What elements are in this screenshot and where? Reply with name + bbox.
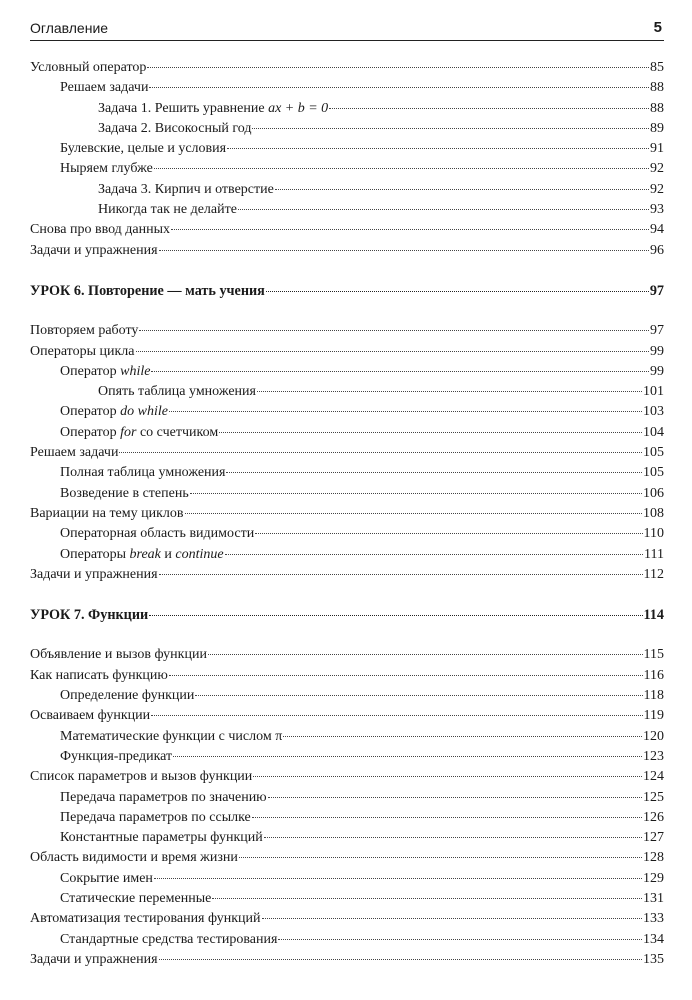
entry-text: Оператор <box>60 404 121 420</box>
toc-page-number: 131 <box>643 890 664 906</box>
dot-leader <box>252 128 649 129</box>
toc-entry-title <box>30 666 168 686</box>
toc-entry-level-1[interactable] <box>30 727 664 747</box>
entry-text: Статические переменные <box>60 890 212 906</box>
toc-entry-title <box>30 382 256 402</box>
toc-entry-title <box>30 119 251 139</box>
toc-entry-title <box>30 342 135 362</box>
entry-text-after: и <box>160 546 176 562</box>
toc-page-number: 116 <box>643 667 664 683</box>
dot-leader <box>119 452 642 453</box>
toc-page-number: 127 <box>643 830 664 846</box>
dot-leader <box>136 351 650 352</box>
entry-text: Оператор <box>60 363 121 379</box>
toc-entry-title <box>30 645 207 665</box>
toc-entry-title <box>30 909 261 929</box>
chapter-heading[interactable] <box>30 281 664 301</box>
toc-entry-level-1[interactable] <box>30 484 664 504</box>
dot-leader <box>149 87 649 88</box>
toc-entry-title <box>30 241 158 261</box>
toc-entry-level-0[interactable] <box>30 342 664 362</box>
section-gap <box>30 261 664 281</box>
toc-entry-title: УРОК 6. Повторение — мать учения <box>30 282 265 299</box>
toc-entry-title <box>30 423 218 443</box>
toc-entry-title <box>30 362 150 382</box>
toc-entry-level-1[interactable] <box>30 747 664 767</box>
toc-entry-title <box>30 828 263 848</box>
toc-page-number: 128 <box>643 850 664 866</box>
toc-entry-level-0[interactable] <box>30 645 664 665</box>
entry-text: Математические функции с числом π <box>60 728 283 744</box>
toc-page-number: 103 <box>643 404 664 420</box>
toc-page-number: 88 <box>650 80 664 96</box>
toc-entry-title <box>30 808 251 828</box>
toc-entry-title <box>30 402 168 422</box>
entry-text: Задача 2. Високосный год <box>98 120 252 136</box>
toc-entry-level-1[interactable] <box>30 524 664 544</box>
dot-leader <box>139 330 649 331</box>
toc-entry-level-1[interactable] <box>30 139 664 159</box>
toc-page-number: 120 <box>643 728 664 744</box>
entry-text: Как написать функцию <box>30 667 168 683</box>
entry-text: Возведение в степень <box>60 485 189 501</box>
toc-entry-title <box>30 869 153 889</box>
dot-leader <box>171 229 649 230</box>
toc-entry-level-1[interactable] <box>30 828 664 848</box>
dot-leader <box>159 574 643 575</box>
dot-leader <box>226 472 642 473</box>
toc-page-number: 114 <box>643 607 664 624</box>
entry-italic: ax + b = 0 <box>268 100 329 116</box>
toc-entry-title <box>30 889 211 909</box>
dot-leader <box>283 736 642 737</box>
entry-text: Опять таблица умножения <box>98 384 256 400</box>
entry-text: Ныряем глубже <box>60 161 153 177</box>
section-gap <box>30 585 664 605</box>
dot-leader <box>159 959 642 960</box>
toc-entry-title <box>30 727 282 747</box>
entry-text: Задача 1. Решить уравнение <box>98 100 269 116</box>
toc-page-number: 89 <box>650 120 664 136</box>
toc-entry-title <box>30 706 150 726</box>
dot-leader <box>255 533 642 534</box>
toc-entry-title <box>30 58 146 78</box>
dot-leader <box>266 291 649 292</box>
toc-entry-title <box>30 545 224 565</box>
toc-entry-title <box>30 504 184 524</box>
entry-text: Решаем задачи <box>60 80 149 96</box>
toc-entry-title <box>30 930 277 950</box>
toc-page-number: 110 <box>643 526 664 542</box>
toc-page-number: 134 <box>643 931 664 947</box>
dot-leader <box>195 695 642 696</box>
entry-text: Передача параметров по значению <box>60 789 267 805</box>
toc-entry-level-0[interactable] <box>30 706 664 726</box>
toc-entry-level-2[interactable] <box>30 119 664 139</box>
dot-leader <box>227 148 649 149</box>
toc-page-number: 135 <box>643 951 664 967</box>
toc-page-number: 112 <box>643 566 664 582</box>
entry-text: Список параметров и вызов функции <box>30 769 253 785</box>
toc-entry-title <box>30 180 274 200</box>
dot-leader <box>268 797 642 798</box>
dot-leader <box>151 371 649 372</box>
dot-leader <box>238 209 649 210</box>
toc-entry-title <box>30 788 267 808</box>
toc-page-number: 126 <box>643 809 664 825</box>
entry-text: Решаем задачи <box>30 445 119 461</box>
toc-page-number: 104 <box>643 424 664 440</box>
entry-text: Сокрытие имен <box>60 870 153 886</box>
toc-page-number: 106 <box>643 485 664 501</box>
toc-entry-level-1[interactable] <box>30 159 664 179</box>
chapter-heading[interactable] <box>30 605 664 625</box>
toc-entry-level-0[interactable] <box>30 504 664 524</box>
dot-leader <box>169 675 643 676</box>
toc-entry-level-0[interactable] <box>30 220 664 240</box>
entry-text: Задачи и упражнения <box>30 951 158 967</box>
toc-entry-title <box>30 220 170 240</box>
toc-page-number: 88 <box>650 100 664 116</box>
toc-entry-level-1[interactable] <box>30 686 664 706</box>
entry-text: Вариации на тему циклов <box>30 505 184 521</box>
toc-entry-title <box>30 686 194 706</box>
toc-entry-level-1[interactable] <box>30 545 664 565</box>
entry-text: Оператор <box>60 424 121 440</box>
toc-page-number: 99 <box>650 363 664 379</box>
toc-entry-level-1[interactable] <box>30 463 664 483</box>
dot-leader <box>151 715 642 716</box>
toc-entry-level-1[interactable] <box>30 788 664 808</box>
toc-entry-level-0[interactable] <box>30 848 664 868</box>
toc-entry-level-2[interactable] <box>30 99 664 119</box>
toc-page-number: 96 <box>650 242 664 258</box>
dot-leader <box>169 411 642 412</box>
entry-text: Задачи и упражнения <box>30 242 158 258</box>
toc-entry-title <box>30 200 237 220</box>
toc-entry-title <box>30 99 328 119</box>
toc-page-number: 105 <box>643 445 664 461</box>
toc-entry-title <box>30 139 226 159</box>
dot-leader <box>329 108 649 109</box>
dot-leader <box>212 898 642 899</box>
toc-entry-level-0[interactable] <box>30 666 664 686</box>
toc-entry-level-0[interactable] <box>30 321 664 341</box>
toc-entry-title <box>30 443 118 463</box>
toc-entry-level-2[interactable] <box>30 200 664 220</box>
entry-text: Функция-предикат <box>60 748 173 764</box>
toc-entry-level-1[interactable] <box>30 869 664 889</box>
entry-text: Операторы цикла <box>30 343 135 359</box>
entry-text: Объявление и вызов функции <box>30 647 207 663</box>
entry-text: Передача параметров по ссылке <box>60 809 251 825</box>
entry-text: Снова про ввод данных <box>30 222 171 238</box>
entry-text: Область видимости и время жизни <box>30 850 238 866</box>
entry-italic: break <box>129 546 161 562</box>
toc-entry-title <box>30 159 153 179</box>
toc-entry-level-1[interactable] <box>30 78 664 98</box>
toc-page-number: 125 <box>643 789 664 805</box>
toc-entry-title <box>30 848 238 868</box>
dot-leader <box>264 837 642 838</box>
toc-entry-level-1[interactable] <box>30 402 664 422</box>
toc-page-number: 111 <box>644 546 664 562</box>
toc-page-number: 101 <box>643 384 664 400</box>
dot-leader <box>219 432 642 433</box>
toc-page-number: 124 <box>643 769 664 785</box>
dot-leader <box>257 391 642 392</box>
toc-page-number: 93 <box>650 202 664 218</box>
header-title: Оглавление <box>30 20 109 36</box>
toc-entry-title <box>30 484 189 504</box>
toc-entry-level-0[interactable] <box>30 443 664 463</box>
dot-leader <box>225 554 643 555</box>
toc-entry-level-2[interactable] <box>30 382 664 402</box>
dot-leader <box>252 817 642 818</box>
dot-leader <box>190 493 642 494</box>
entry-italic: while <box>120 363 151 379</box>
toc-page-number: 92 <box>650 181 664 197</box>
entry-text: Осваиваем функции <box>30 708 151 724</box>
toc-entry-level-0[interactable] <box>30 909 664 929</box>
entry-text: Операторы <box>60 546 130 562</box>
entry-text: Операторная область видимости <box>60 526 255 542</box>
section-gap <box>30 301 664 321</box>
running-header <box>30 18 664 41</box>
dot-leader <box>154 878 642 879</box>
dot-leader <box>253 776 642 777</box>
toc-entry-title <box>30 565 158 585</box>
toc-page-number: 97 <box>649 282 664 299</box>
entry-italic: continue <box>175 546 224 562</box>
toc-entry-level-1[interactable] <box>30 808 664 828</box>
toc-entry-level-0[interactable] <box>30 767 664 787</box>
toc-page-number: 118 <box>643 688 664 704</box>
dot-leader <box>173 756 642 757</box>
toc-entry-title <box>30 767 252 787</box>
entry-text: Стандартные средства тестирования <box>60 931 278 947</box>
entry-text-after: со счетчиком <box>136 424 219 440</box>
toc-page-number: 119 <box>643 708 664 724</box>
toc-entry-level-1[interactable] <box>30 423 664 443</box>
toc-page-number: 133 <box>643 911 664 927</box>
dot-leader <box>278 939 642 940</box>
dot-leader <box>149 615 642 616</box>
toc-entry-title <box>30 747 172 767</box>
toc-page-number: 92 <box>650 161 664 177</box>
toc-entry-level-1[interactable] <box>30 930 664 950</box>
dot-leader <box>275 189 649 190</box>
entry-text: Задачи и упражнения <box>30 566 158 582</box>
toc-entry-title <box>30 463 225 483</box>
toc-entry-title <box>30 321 138 341</box>
toc-page-number: 91 <box>650 141 664 157</box>
section-gap <box>30 625 664 645</box>
toc-entry-level-2[interactable] <box>30 180 664 200</box>
entry-text: Условный оператор <box>30 60 147 75</box>
table-of-contents <box>30 58 664 970</box>
dot-leader <box>262 918 643 919</box>
entry-text: Булевские, целые и условия <box>60 141 227 157</box>
toc-page-number: 129 <box>643 870 664 886</box>
toc-page-number: 115 <box>643 647 664 663</box>
toc-page-number: 108 <box>643 505 664 521</box>
toc-entry-level-0[interactable] <box>30 58 664 78</box>
dot-leader <box>154 168 649 169</box>
toc-page-number: 105 <box>643 465 664 481</box>
toc-entry-level-0[interactable] <box>30 950 664 970</box>
entry-text: Константные параметры функций <box>60 830 263 846</box>
entry-text: Никогда так не делайте <box>98 202 237 218</box>
toc-page-number: 97 <box>650 323 664 339</box>
toc-entry-level-0[interactable] <box>30 241 664 261</box>
dot-leader <box>208 654 643 655</box>
entry-italic: for <box>120 424 137 440</box>
toc-entry-title: УРОК 7. Функции <box>30 607 149 624</box>
dot-leader <box>147 67 649 68</box>
entry-italic: do while <box>120 404 168 420</box>
dot-leader <box>185 513 642 514</box>
entry-text: Автоматизация тестирования функций <box>30 911 261 927</box>
entry-text: Задача 3. Кирпич и отверстие <box>98 181 274 197</box>
toc-page-number: 85 <box>650 60 664 75</box>
toc-entry-level-0[interactable] <box>30 565 664 585</box>
toc-entry-title <box>30 524 254 544</box>
toc-page-number: 99 <box>650 343 664 359</box>
toc-entry-title <box>30 78 148 98</box>
toc-page-number: 94 <box>650 222 664 238</box>
toc-page-number: 123 <box>643 748 664 764</box>
header-page-number: 5 <box>653 19 662 36</box>
toc-entry-level-1[interactable] <box>30 889 664 909</box>
entry-text: Определение функции <box>60 688 195 704</box>
toc-entry-level-1[interactable] <box>30 362 664 382</box>
entry-text: Повторяем работу <box>30 323 139 339</box>
toc-entry-title <box>30 950 158 970</box>
dot-leader <box>239 857 642 858</box>
entry-text: Полная таблица умножения <box>60 465 226 481</box>
dot-leader <box>159 250 649 251</box>
